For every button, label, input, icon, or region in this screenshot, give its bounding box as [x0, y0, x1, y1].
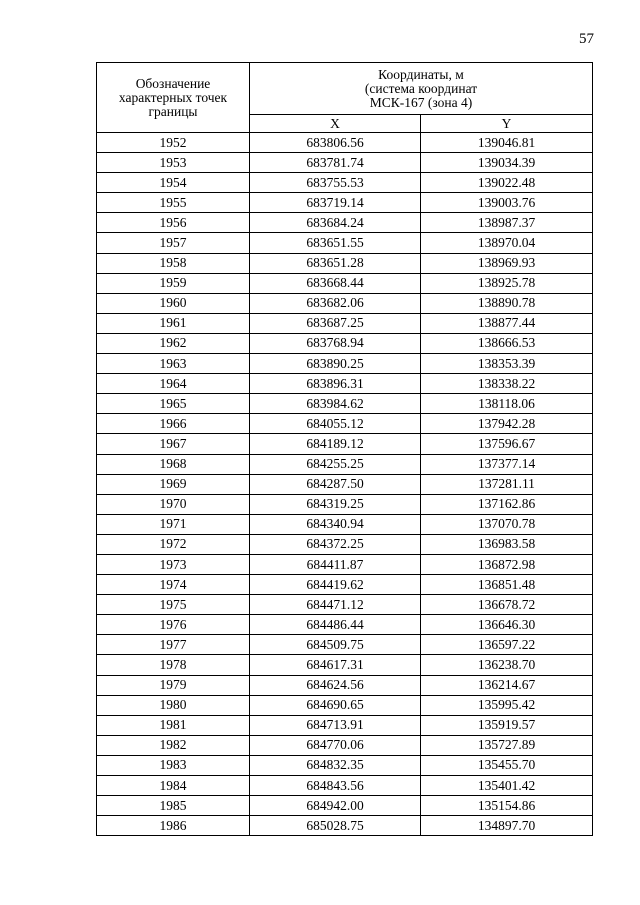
- table-row: [97, 414, 593, 434]
- x-coordinate-cell: 684471.12: [250, 595, 421, 615]
- point-number-cell: 1965: [97, 394, 250, 414]
- x-coordinate-cell: 684055.12: [250, 414, 421, 434]
- y-coordinate-cell: 139046.81: [421, 133, 593, 153]
- designation-header-line: Обозначение: [135, 75, 211, 91]
- point-number-cell: 1983: [97, 755, 250, 775]
- table-row: [97, 213, 593, 233]
- x-coordinate-cell: 683684.24: [250, 213, 421, 233]
- point-number-cell: 1956: [97, 213, 250, 233]
- page-number: 57: [579, 31, 594, 47]
- x-coordinate-cell: 683768.94: [250, 333, 421, 353]
- point-number-cell: 1978: [97, 655, 250, 675]
- x-column-header: X: [250, 115, 421, 133]
- point-number-cell: 1972: [97, 534, 250, 554]
- x-coordinate-cell: 684832.35: [250, 755, 421, 775]
- y-coordinate-cell: 139003.76: [421, 193, 593, 213]
- y-coordinate-cell: 137162.86: [421, 494, 593, 514]
- y-coordinate-cell: 136597.22: [421, 635, 593, 655]
- table-row: [97, 273, 593, 293]
- x-coordinate-cell: 684509.75: [250, 635, 421, 655]
- x-coordinate-cell: 684255.25: [250, 454, 421, 474]
- point-number-cell: 1968: [97, 454, 250, 474]
- point-number-cell: 1962: [97, 333, 250, 353]
- x-coordinate-cell: 684340.94: [250, 514, 421, 534]
- coordinates-table: [96, 62, 593, 836]
- y-coordinate-cell: 134897.70: [421, 816, 593, 836]
- y-coordinate-cell: 137281.11: [421, 474, 593, 494]
- y-coordinate-cell: 135727.89: [421, 735, 593, 755]
- point-number-cell: 1976: [97, 615, 250, 635]
- x-coordinate-cell: 683890.25: [250, 354, 421, 374]
- point-number-cell: 1975: [97, 595, 250, 615]
- x-coordinate-cell: 684713.91: [250, 715, 421, 735]
- table-row: [97, 796, 593, 816]
- x-coordinate-cell: 683682.06: [250, 293, 421, 313]
- x-coordinate-cell: 684617.31: [250, 655, 421, 675]
- point-number-cell: 1955: [97, 193, 250, 213]
- table-row: [97, 816, 593, 836]
- x-coordinate-cell: 685028.75: [250, 816, 421, 836]
- y-coordinate-cell: 136678.72: [421, 595, 593, 615]
- table-row: [97, 735, 593, 755]
- table-row: [97, 715, 593, 735]
- x-coordinate-cell: 684942.00: [250, 796, 421, 816]
- table-row: [97, 755, 593, 775]
- x-coordinate-cell: 683984.62: [250, 394, 421, 414]
- table-header: [97, 63, 593, 133]
- table-row: [97, 534, 593, 554]
- x-coordinate-cell: 684419.62: [250, 575, 421, 595]
- x-coordinate-cell: 683806.56: [250, 133, 421, 153]
- y-coordinate-cell: 136851.48: [421, 575, 593, 595]
- y-coordinate-cell: 136872.98: [421, 554, 593, 574]
- point-number-cell: 1966: [97, 414, 250, 434]
- point-number-cell: 1958: [97, 253, 250, 273]
- x-coordinate-cell: 683687.25: [250, 313, 421, 333]
- table-row: [97, 514, 593, 534]
- point-number-cell: 1986: [97, 816, 250, 836]
- x-coordinate-cell: 684770.06: [250, 735, 421, 755]
- point-number-cell: 1985: [97, 796, 250, 816]
- x-coordinate-cell: 684690.65: [250, 695, 421, 715]
- y-coordinate-cell: 136646.30: [421, 615, 593, 635]
- x-coordinate-cell: 683719.14: [250, 193, 421, 213]
- table-row: [97, 333, 593, 353]
- table-row: [97, 153, 593, 173]
- y-coordinate-cell: 138987.37: [421, 213, 593, 233]
- y-coordinate-cell: 135455.70: [421, 755, 593, 775]
- designation-header-line: границы: [148, 103, 198, 119]
- x-coordinate-cell: 684319.25: [250, 494, 421, 514]
- y-coordinate-cell: 138118.06: [421, 394, 593, 414]
- x-coordinate-cell: 683651.55: [250, 233, 421, 253]
- y-coordinate-cell: 136983.58: [421, 534, 593, 554]
- coordinates-header-line: (система координат: [364, 80, 478, 96]
- x-coordinate-cell: 684189.12: [250, 434, 421, 454]
- designation-header-line: характерных точек: [118, 89, 228, 105]
- x-coordinate-cell: 683896.31: [250, 374, 421, 394]
- y-column-header: Y: [421, 115, 593, 133]
- point-number-cell: 1974: [97, 575, 250, 595]
- point-number-cell: 1954: [97, 173, 250, 193]
- x-coordinate-cell: 684624.56: [250, 675, 421, 695]
- point-number-cell: 1953: [97, 153, 250, 173]
- table-row: [97, 193, 593, 213]
- y-coordinate-cell: 137377.14: [421, 454, 593, 474]
- point-number-cell: 1961: [97, 313, 250, 333]
- y-coordinate-cell: 138877.44: [421, 313, 593, 333]
- table-row: [97, 554, 593, 574]
- y-coordinate-cell: 138970.04: [421, 233, 593, 253]
- y-coordinate-cell: 137596.67: [421, 434, 593, 454]
- point-number-cell: 1957: [97, 233, 250, 253]
- point-number-cell: 1964: [97, 374, 250, 394]
- table-row: [97, 374, 593, 394]
- table-row: [97, 655, 593, 675]
- table-row: [97, 776, 593, 796]
- table-row: [97, 253, 593, 273]
- point-number-cell: 1967: [97, 434, 250, 454]
- y-coordinate-cell: 138666.53: [421, 333, 593, 353]
- table-row: [97, 675, 593, 695]
- coordinates-header-line: Координаты, м: [378, 66, 464, 82]
- y-coordinate-cell: 138969.93: [421, 253, 593, 273]
- y-coordinate-cell: 138925.78: [421, 273, 593, 293]
- table-row: [97, 575, 593, 595]
- x-coordinate-cell: 683651.28: [250, 253, 421, 273]
- table-row: [97, 454, 593, 474]
- point-number-cell: 1982: [97, 735, 250, 755]
- table-row: [97, 133, 593, 153]
- table-row: [97, 313, 593, 333]
- y-coordinate-cell: 135995.42: [421, 695, 593, 715]
- point-number-cell: 1980: [97, 695, 250, 715]
- point-number-cell: 1977: [97, 635, 250, 655]
- coordinates-header-line: МСК-167 (зона 4): [369, 94, 473, 110]
- y-coordinate-cell: 135154.86: [421, 796, 593, 816]
- table-row: [97, 635, 593, 655]
- y-coordinate-cell: 136238.70: [421, 655, 593, 675]
- x-coordinate-cell: 683781.74: [250, 153, 421, 173]
- x-coordinate-cell: 684411.87: [250, 554, 421, 574]
- x-coordinate-cell: 684843.56: [250, 776, 421, 796]
- point-number-cell: 1973: [97, 554, 250, 574]
- coordinates-header: [250, 63, 593, 115]
- y-coordinate-cell: 136214.67: [421, 675, 593, 695]
- point-number-cell: 1963: [97, 354, 250, 374]
- y-coordinate-cell: 139034.39: [421, 153, 593, 173]
- table-row: [97, 695, 593, 715]
- table-row: [97, 615, 593, 635]
- table-row: [97, 293, 593, 313]
- x-coordinate-cell: 683668.44: [250, 273, 421, 293]
- point-number-cell: 1952: [97, 133, 250, 153]
- table-row: [97, 394, 593, 414]
- y-coordinate-cell: 137070.78: [421, 514, 593, 534]
- y-coordinate-cell: 138353.39: [421, 354, 593, 374]
- y-coordinate-cell: 138890.78: [421, 293, 593, 313]
- y-coordinate-cell: 137942.28: [421, 414, 593, 434]
- point-number-cell: 1959: [97, 273, 250, 293]
- y-coordinate-cell: 139022.48: [421, 173, 593, 193]
- point-number-cell: 1984: [97, 776, 250, 796]
- y-coordinate-cell: 135919.57: [421, 715, 593, 735]
- table-row: [97, 233, 593, 253]
- x-coordinate-cell: 684486.44: [250, 615, 421, 635]
- table-row: [97, 173, 593, 193]
- y-coordinate-cell: 135401.42: [421, 776, 593, 796]
- point-number-cell: 1970: [97, 494, 250, 514]
- designation-header: [97, 63, 250, 133]
- x-coordinate-cell: 684287.50: [250, 474, 421, 494]
- point-number-cell: 1969: [97, 474, 250, 494]
- x-coordinate-cell: 684372.25: [250, 534, 421, 554]
- point-number-cell: 1979: [97, 675, 250, 695]
- table-body: [97, 133, 593, 836]
- y-coordinate-cell: 138338.22: [421, 374, 593, 394]
- table-row: [97, 494, 593, 514]
- table-row: [97, 595, 593, 615]
- table-row: [97, 474, 593, 494]
- table-row: [97, 354, 593, 374]
- x-coordinate-cell: 683755.53: [250, 173, 421, 193]
- point-number-cell: 1981: [97, 715, 250, 735]
- point-number-cell: 1960: [97, 293, 250, 313]
- table-row: [97, 434, 593, 454]
- point-number-cell: 1971: [97, 514, 250, 534]
